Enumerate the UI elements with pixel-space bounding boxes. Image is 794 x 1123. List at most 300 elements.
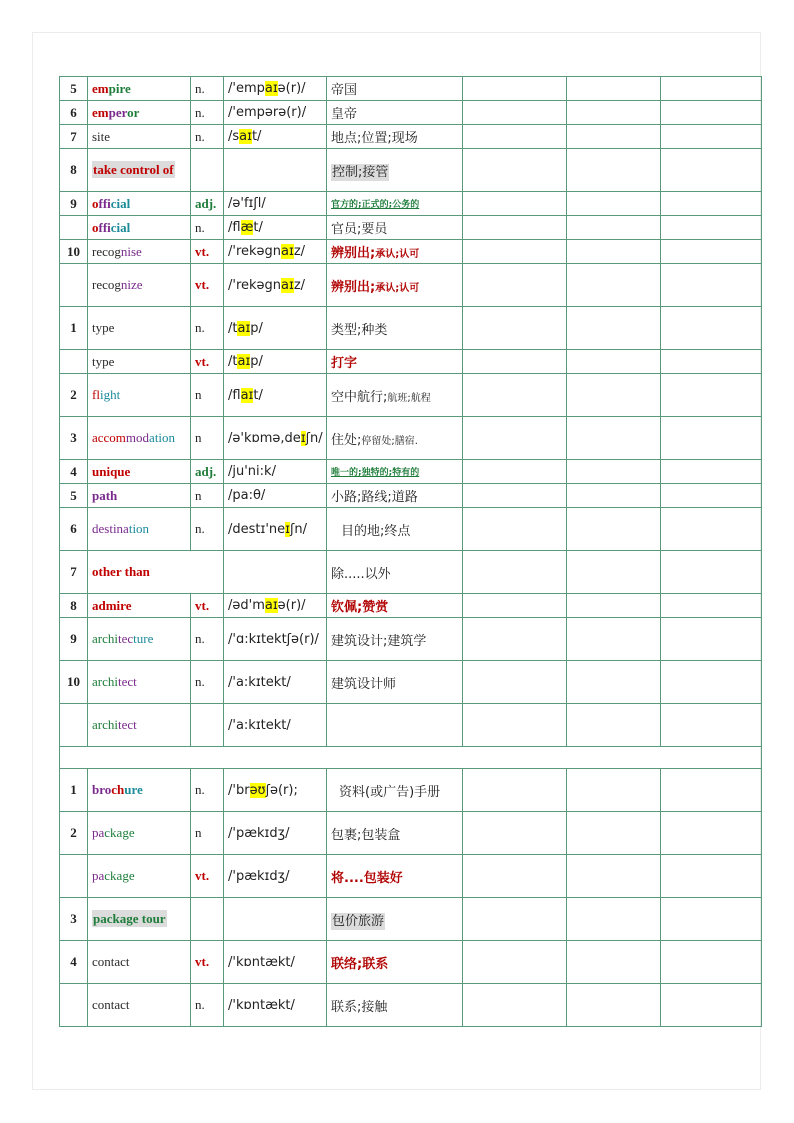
empty-cell-3 (661, 661, 762, 704)
phonetic-segment: /ə'kɒmə,de (228, 430, 301, 446)
phonetic (224, 618, 327, 661)
word-segment: type (92, 353, 115, 369)
phonetic (224, 898, 327, 941)
phonetic-segment: /ə'fɪʃl/ (228, 196, 266, 211)
empty-cell-2 (567, 264, 661, 307)
empty-cell-2 (567, 551, 661, 594)
word-segment: ture (133, 631, 154, 646)
meaning-main: 空中航行; (331, 389, 388, 405)
word-segment: pa (92, 868, 105, 883)
row-number: 2 (60, 812, 88, 855)
word-segment: ight (99, 387, 121, 402)
part-of-speech: vt. (191, 264, 224, 307)
empty-cell-2 (567, 484, 661, 508)
word-segment: recog (92, 243, 121, 259)
empty-cell-1 (463, 769, 567, 812)
part-of-speech: n. (191, 769, 224, 812)
empty-cell-1 (463, 264, 567, 307)
row-number (60, 350, 88, 374)
empty-cell-2 (567, 941, 661, 984)
word-segment: fl (92, 387, 100, 402)
empty-cell-3 (661, 618, 762, 661)
part-of-speech: n. (191, 125, 224, 149)
empty-cell-2 (567, 984, 661, 1027)
table-row (60, 898, 762, 941)
row-number: 2 (60, 374, 88, 417)
vocab-word (88, 417, 191, 460)
table-row (60, 551, 762, 594)
phonetic-segment: aɪ (237, 320, 251, 336)
phonetic (224, 417, 327, 460)
phonetic-segment: ʃn/ (290, 521, 307, 537)
table-row (60, 417, 762, 460)
meaning-extra: 停留处;膳宿. (361, 435, 418, 447)
word-segment: archi (92, 631, 118, 646)
empty-cell-1 (463, 77, 567, 101)
table-row (60, 101, 762, 125)
word-segment: ch (111, 782, 125, 797)
word-segment: unique (92, 463, 131, 479)
empty-cell-3 (661, 101, 762, 125)
empty-cell-1 (463, 307, 567, 350)
phonetic (224, 460, 327, 484)
table-row (60, 594, 762, 618)
phonetic (224, 661, 327, 704)
part-of-speech: adj. (191, 192, 224, 216)
phonetic-segment: /'a:kɪtekt/ (228, 717, 291, 733)
phonetic-segment: ɪ (300, 430, 306, 446)
row-number: 4 (60, 941, 88, 984)
phonetic-segment: /'rekəgn (228, 277, 282, 293)
part-of-speech: vt. (191, 941, 224, 984)
empty-cell-3 (661, 149, 762, 192)
word-segment: archi (92, 674, 118, 689)
phonetic-segment: t/ (251, 129, 262, 144)
vocab-word (88, 307, 191, 350)
meaning-extra: 航班;航程 (387, 392, 431, 404)
phonetic-segment: ə(r)/ (277, 81, 306, 96)
phonetic-segment: /ju'ni:k/ (228, 464, 276, 479)
phonetic-segment: /s (228, 129, 240, 144)
empty-cell-2 (567, 661, 661, 704)
empty-cell-1 (463, 551, 567, 594)
part-of-speech: n (191, 374, 224, 417)
part-of-speech (191, 898, 224, 941)
phonetic-segment: aɪ (264, 81, 278, 96)
empty-cell-3 (661, 460, 762, 484)
vocab-word (88, 484, 191, 508)
word-segment: type (92, 320, 115, 335)
phonetic-segment: /fl (228, 387, 241, 403)
chinese-meaning: 联络;联系 (327, 941, 463, 984)
row-number: 10 (60, 661, 88, 704)
part-of-speech (191, 704, 224, 747)
word-segment: package tour (93, 911, 166, 926)
row-number: 5 (60, 77, 88, 101)
phonetic (224, 307, 327, 350)
phonetic-segment: z/ (293, 244, 306, 259)
table-row (60, 149, 762, 192)
word-segment: ffi (98, 195, 111, 211)
empty-cell-1 (463, 941, 567, 984)
phonetic-segment: /'kɒntækt/ (228, 997, 295, 1013)
word-segment: em (92, 104, 109, 120)
phonetic (224, 769, 327, 812)
table-row (60, 77, 762, 101)
chinese-meaning (327, 374, 463, 417)
empty-cell-2 (567, 855, 661, 898)
empty-cell-1 (463, 855, 567, 898)
chinese-meaning: 包裹;包装盒 (327, 812, 463, 855)
part-of-speech: vt. (191, 594, 224, 618)
word-segment: cial (110, 195, 131, 211)
empty-cell-2 (567, 508, 661, 551)
empty-cell-3 (661, 898, 762, 941)
phonetic (224, 192, 327, 216)
empty-cell-1 (463, 417, 567, 460)
vocab-word (88, 216, 191, 240)
empty-cell-1 (463, 704, 567, 747)
word-segment: ure (124, 782, 143, 797)
phonetic-segment: /'ɑ:kɪtektʃə(r)/ (228, 631, 319, 647)
vocab-word (88, 192, 191, 216)
phonetic-segment: /'a:kɪtekt/ (228, 674, 291, 690)
phonetic-segment: p/ (250, 320, 263, 336)
word-segment: tect (117, 717, 137, 732)
chinese-meaning: 联系;接触 (327, 984, 463, 1027)
empty-cell-2 (567, 417, 661, 460)
chinese-meaning (327, 240, 463, 264)
table-row (60, 307, 762, 350)
phonetic (224, 704, 327, 747)
empty-cell-3 (661, 350, 762, 374)
row-number: 10 (60, 240, 88, 264)
empty-cell-1 (463, 101, 567, 125)
phonetic-segment: t/ (253, 387, 263, 403)
vocab-word (88, 769, 191, 812)
table-row (60, 984, 762, 1027)
phonetic (224, 984, 327, 1027)
empty-cell-3 (661, 508, 762, 551)
word-segment: contact (92, 997, 130, 1012)
word-highlight-box (92, 910, 167, 927)
empty-cell-2 (567, 307, 661, 350)
vocab-word (88, 77, 191, 101)
vocab-word (88, 460, 191, 484)
chinese-meaning (327, 149, 463, 192)
phonetic (224, 941, 327, 984)
empty-cell-3 (661, 125, 762, 149)
word-segment: recog (92, 277, 121, 292)
vocab-word (88, 149, 191, 192)
word-segment: or (127, 104, 140, 120)
table-row (60, 374, 762, 417)
empty-cell-3 (661, 812, 762, 855)
table-row (60, 941, 762, 984)
vocab-word (88, 101, 191, 125)
phonetic-segment: aɪ (281, 244, 294, 259)
empty-cell-2 (567, 460, 661, 484)
row-number: 9 (60, 192, 88, 216)
phonetic (224, 374, 327, 417)
empty-cell-1 (463, 125, 567, 149)
empty-cell-3 (661, 264, 762, 307)
phonetic-segment: /t (228, 354, 238, 369)
empty-cell-2 (567, 125, 661, 149)
table-row (60, 216, 762, 240)
empty-cell-3 (661, 240, 762, 264)
part-of-speech: n. (191, 508, 224, 551)
word-segment: nise (120, 243, 142, 259)
word-segment: take control of (93, 162, 174, 177)
empty-cell-1 (463, 149, 567, 192)
part-of-speech (191, 149, 224, 192)
vocab-table-body (60, 77, 762, 1027)
empty-cell-2 (567, 101, 661, 125)
phonetic (224, 594, 327, 618)
phonetic-segment: z/ (293, 277, 306, 293)
part-of-speech: n. (191, 661, 224, 704)
empty-cell-3 (661, 594, 762, 618)
empty-cell-1 (463, 812, 567, 855)
chinese-meaning (327, 264, 463, 307)
vocab-table (59, 76, 762, 1027)
empty-cell-1 (463, 618, 567, 661)
table-row (60, 704, 762, 747)
phonetic-segment: aɪ (264, 598, 278, 613)
part-of-speech: n. (191, 101, 224, 125)
row-number: 3 (60, 898, 88, 941)
empty-cell-2 (567, 704, 661, 747)
phonetic (224, 101, 327, 125)
empty-cell-1 (463, 594, 567, 618)
phonetic-segment: /'pækɪdʒ/ (228, 825, 290, 841)
phonetic-segment: p/ (250, 354, 263, 369)
vocab-word (88, 508, 191, 551)
vocab-word (88, 984, 191, 1027)
empty-cell-1 (463, 484, 567, 508)
phonetic-segment: əʊ (249, 782, 266, 798)
vocab-word (88, 898, 191, 941)
chinese-meaning: 资料(或广告)手册 (327, 769, 463, 812)
empty-cell-3 (661, 704, 762, 747)
part-of-speech: vt. (191, 240, 224, 264)
vocab-word (88, 240, 191, 264)
empty-cell-2 (567, 216, 661, 240)
phonetic-segment: /'kɒntækt/ (228, 954, 295, 970)
phonetic (224, 264, 327, 307)
row-number: 8 (60, 594, 88, 618)
meaning-highlight-box: 包价旅游 (332, 913, 385, 929)
empty-cell-1 (463, 661, 567, 704)
word-segment: per (108, 104, 128, 120)
phonetic-segment: /pa:θ/ (228, 488, 266, 503)
phonetic-segment: ʃn/ (305, 430, 323, 446)
word-segment: admire (92, 597, 132, 613)
phonetic-segment: ə(r)/ (277, 598, 306, 613)
row-number: 9 (60, 618, 88, 661)
chinese-meaning: 皇帝 (327, 101, 463, 125)
word-segment: site (92, 128, 111, 144)
word-segment: other than (92, 564, 150, 579)
table-row (60, 769, 762, 812)
table-row (60, 192, 762, 216)
table-row (60, 460, 762, 484)
phonetic (224, 216, 327, 240)
chinese-meaning: 小路;路线;道路 (327, 484, 463, 508)
word-segment: cial (110, 219, 131, 235)
empty-cell-3 (661, 77, 762, 101)
part-of-speech: n. (191, 307, 224, 350)
meaning-highlight-box: 控制;接管 (332, 164, 389, 180)
word-segment: nize (120, 277, 143, 292)
empty-cell-2 (567, 769, 661, 812)
word-segment: tion (128, 521, 150, 536)
empty-cell-3 (661, 192, 762, 216)
empty-cell-3 (661, 551, 762, 594)
phonetic-segment: /'empərə(r)/ (228, 105, 307, 120)
row-number: 7 (60, 125, 88, 149)
empty-cell-1 (463, 460, 567, 484)
part-of-speech: vt. (191, 350, 224, 374)
word-segment: contact (92, 954, 130, 969)
phonetic-segment: ɪ (285, 521, 290, 537)
phonetic-segment: ʃə(r); (265, 782, 298, 798)
part-of-speech: n. (191, 984, 224, 1027)
chinese-meaning: 唯一的;独特的;特有的 (327, 460, 463, 484)
phonetic-segment: /'emp (228, 81, 265, 96)
word-segment: em (92, 80, 109, 96)
chinese-meaning (327, 898, 463, 941)
meaning-main: 辨别出; (331, 279, 376, 295)
row-number (60, 984, 88, 1027)
vocab-word (88, 350, 191, 374)
table-row (60, 508, 762, 551)
row-number: 6 (60, 101, 88, 125)
row-number (60, 855, 88, 898)
empty-cell-2 (567, 240, 661, 264)
meaning-main: 住处; (331, 432, 362, 448)
phonetic-segment: aɪ (237, 354, 251, 369)
empty-cell-1 (463, 984, 567, 1027)
row-number: 4 (60, 460, 88, 484)
part-of-speech: n (191, 417, 224, 460)
part-of-speech: n. (191, 77, 224, 101)
row-number (60, 704, 88, 747)
table-row (60, 240, 762, 264)
vocab-word (88, 704, 191, 747)
section-divider-cell (60, 747, 762, 769)
vocab-word (88, 661, 191, 704)
phonetic (224, 125, 327, 149)
row-number: 5 (60, 484, 88, 508)
phonetic (224, 149, 327, 192)
chinese-meaning: 地点;位置;现场 (327, 125, 463, 149)
phonetic-segment: æ (240, 220, 254, 235)
chinese-meaning: 打字 (327, 350, 463, 374)
vocab-word (88, 125, 191, 149)
empty-cell-2 (567, 898, 661, 941)
empty-cell-1 (463, 350, 567, 374)
empty-cell-1 (463, 216, 567, 240)
chinese-meaning: 建筑设计师 (327, 661, 463, 704)
empty-cell-3 (661, 855, 762, 898)
meaning-extra: 承认;认可 (375, 249, 420, 260)
phonetic-segment: /'rekəgn (228, 244, 282, 259)
table-row (60, 264, 762, 307)
part-of-speech: adj. (191, 460, 224, 484)
empty-cell-1 (463, 508, 567, 551)
phonetic (224, 484, 327, 508)
chinese-meaning: 目的地;终点 (327, 508, 463, 551)
empty-cell-2 (567, 594, 661, 618)
chinese-meaning: 除.....以外 (327, 551, 463, 594)
row-number: 3 (60, 417, 88, 460)
phonetic-segment: /'br (228, 782, 250, 798)
row-number: 6 (60, 508, 88, 551)
vocab-word (88, 594, 191, 618)
word-segment: tect (117, 674, 137, 689)
chinese-meaning: 钦佩;赞赏 (327, 594, 463, 618)
word-segment: o (92, 219, 99, 235)
empty-cell-3 (661, 374, 762, 417)
word-segment: path (92, 487, 118, 503)
phonetic-segment: aɪ (239, 129, 252, 144)
empty-cell-3 (661, 484, 762, 508)
empty-cell-3 (661, 769, 762, 812)
phonetic (224, 240, 327, 264)
row-number: 8 (60, 149, 88, 192)
empty-cell-1 (463, 898, 567, 941)
word-segment: pa (92, 825, 105, 840)
row-number: 7 (60, 551, 88, 594)
chinese-meaning (327, 704, 463, 747)
word-segment: bro (92, 782, 112, 797)
empty-cell-2 (567, 350, 661, 374)
chinese-meaning: 官方的;正式的;公务的 (327, 192, 463, 216)
phonetic (224, 508, 327, 551)
vocab-word (88, 264, 191, 307)
phonetic-segment: /'pækɪdʒ/ (228, 868, 290, 884)
table-row (60, 350, 762, 374)
empty-cell-3 (661, 984, 762, 1027)
phonetic-segment: /əd'm (228, 598, 265, 613)
word-segment: archi (92, 717, 118, 732)
section-divider-row (60, 747, 762, 769)
word-segment: ckage (104, 868, 135, 883)
empty-cell-2 (567, 812, 661, 855)
empty-cell-1 (463, 240, 567, 264)
vocab-word (88, 551, 224, 594)
empty-cell-1 (463, 192, 567, 216)
word-segment: ckage (104, 825, 135, 840)
empty-cell-3 (661, 941, 762, 984)
phonetic-segment: /t (228, 320, 238, 336)
row-number (60, 216, 88, 240)
phonetic (224, 77, 327, 101)
word-segment: mod (125, 430, 150, 445)
vocab-word (88, 812, 191, 855)
word-segment: ation (149, 430, 176, 445)
phonetic (224, 350, 327, 374)
empty-cell-2 (567, 374, 661, 417)
vocab-word (88, 618, 191, 661)
chinese-meaning (327, 417, 463, 460)
word-segment: destina (92, 521, 129, 536)
chinese-meaning: 类型;种类 (327, 307, 463, 350)
part-of-speech: n. (191, 216, 224, 240)
vocab-word (88, 374, 191, 417)
